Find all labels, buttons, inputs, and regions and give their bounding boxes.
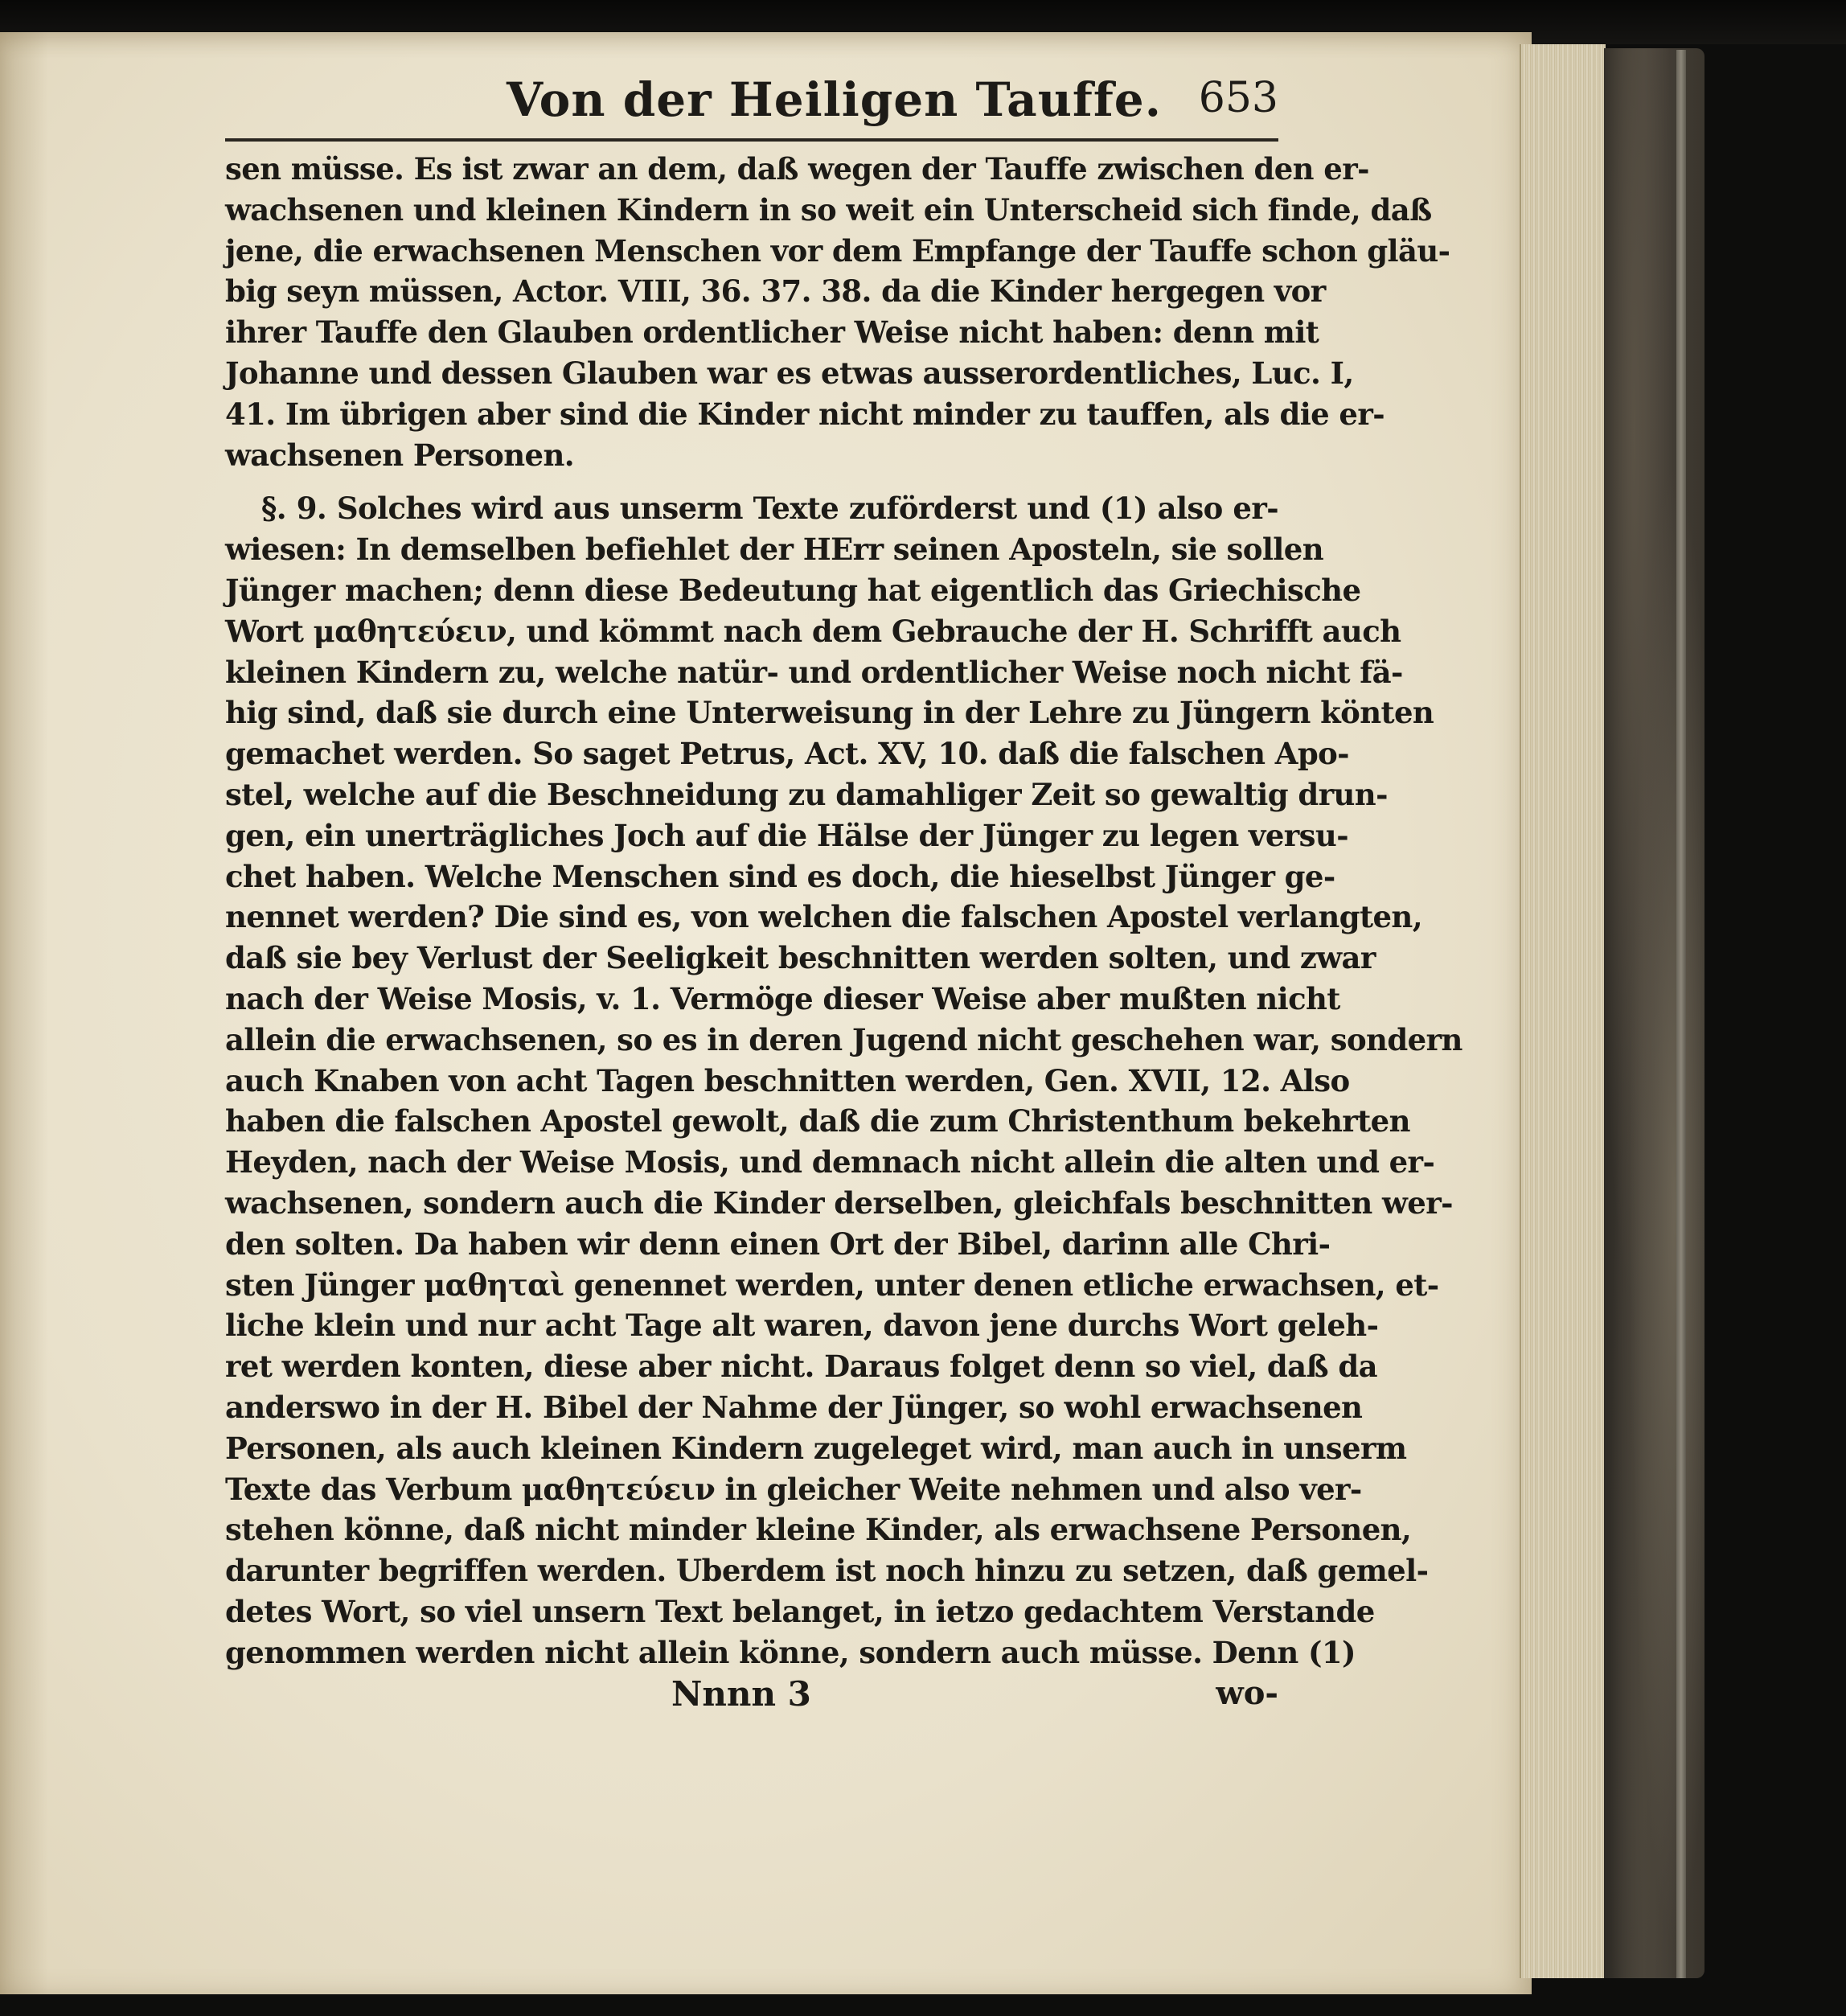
text-line: wachsenen und kleinen Kindern in so weit ein Unterscheid sich finde, daß — [225, 191, 1432, 228]
body-text — [225, 149, 1462, 1673]
text-line: nach der Weise Mosis, v. 1. Vermöge dieser Weise aber mußten nicht — [225, 980, 1340, 1016]
text-line: haben die falschen Apostel gewolt, daß die zum Christenthum bekehrten — [225, 1103, 1410, 1139]
text-line: wachsenen, sondern auch die Kinder derselben, gleichfals beschnitten wer- — [225, 1185, 1453, 1221]
signature-mark: Nnnn 3 — [671, 1674, 811, 1714]
text-line: darunter begriffen werden. Uberdem ist noch hinzu zu setzen, daß gemel- — [225, 1553, 1429, 1589]
running-title: Von der Heiligen Tauffe. — [507, 72, 1162, 127]
text-line: jene, die erwachsenen Menschen vor dem Empfange der Tauffe schon gläu- — [225, 232, 1450, 269]
text-line: detes Wort, so viel unsern Text belanget, in ietzo gedachtem Verstande — [225, 1593, 1375, 1629]
text-line: wiesen: In demselben befiehlet der HErr seinen Aposteln, sie sollen — [225, 532, 1323, 568]
text-line: §. 9. Solches wird aus unserm Texte zuförderst und (1) also er- — [261, 491, 1278, 527]
page-edges — [1520, 44, 1606, 1978]
text-line: Johanne und dessen Glauben war es etwas ausserordentliches, Luc. I, — [225, 355, 1354, 391]
text-line: genommen werden nicht allein könne, sondern auch müsse. Denn (1) — [225, 1634, 1356, 1670]
header-rule — [225, 138, 1278, 142]
text-line: ihrer Tauffe den Glauben ordentlicher Weise nicht haben: denn mit — [225, 314, 1319, 351]
text-line: chet haben. Welche Menschen sind es doch, die hieselbst Jünger ge- — [225, 858, 1335, 894]
text-line: ret werden konten, diese aber nicht. Daraus folget denn so viel, daß da — [225, 1349, 1377, 1385]
text-line: anderswo in der H. Bibel der Nahme der Jünger, so wohl erwachsenen — [225, 1389, 1363, 1425]
text-line: wachsenen Personen. — [225, 437, 575, 473]
text-line: 41. Im übrigen aber sind die Kinder nicht minder zu tauffen, als die er- — [225, 396, 1384, 432]
page-number: 653 — [1198, 74, 1278, 122]
text-line: hig sind, daß sie durch eine Unterweisung in der Lehre zu Jüngern könten — [225, 695, 1434, 731]
page-footer — [225, 1674, 1278, 1722]
text-line: kleinen Kindern zu, welche natür- und ordentlicher Weise noch nicht fä- — [225, 654, 1403, 690]
text-line: stel, welche auf die Beschneidung zu damahliger Zeit so gewaltig drun- — [225, 776, 1388, 812]
book-cover-marbled — [1604, 48, 1704, 1978]
text-line: Jünger machen; denn diese Bedeutung hat eigentlich das Griechische — [225, 572, 1361, 608]
text-line: nennet werden? Die sind es, von welchen die falschen Apostel verlangten, — [225, 899, 1422, 935]
catchword: wo- — [1216, 1674, 1278, 1712]
text-line: gemachet werden. So saget Petrus, Act. XV, 10. daß die falschen Apo- — [225, 736, 1349, 772]
text-line: gen, ein unerträgliches Joch auf die Hälse der Jünger zu legen versu- — [225, 817, 1348, 853]
page-header — [225, 72, 1278, 137]
text-line: Wort μαθητεύειν, und kömmt nach dem Gebrauche der H. Schrifft auch — [225, 613, 1401, 649]
paragraph-gap — [225, 475, 1278, 488]
text-line: sen müsse. Es ist zwar an dem, daß wegen der Tauffe zwischen den er- — [225, 151, 1369, 187]
text-line: Personen, als auch kleinen Kindern zugeleget wird, man auch in unserm — [225, 1430, 1407, 1466]
text-line: auch Knaben von acht Tagen beschnitten werden, Gen. XVII, 12. Also — [225, 1062, 1350, 1098]
text-line: sten Jünger μαθηταὶ genennet werden, unter denen etliche erwachsen, et- — [225, 1267, 1439, 1303]
text-line: stehen könne, daß nicht minder kleine Kinder, als erwachsene Personen, — [225, 1512, 1412, 1548]
book-cover-edge — [1676, 50, 1686, 1978]
text-line: den solten. Da haben wir denn einen Ort der Bibel, darinn alle Chri- — [225, 1226, 1331, 1262]
page-gutter-shadow — [0, 32, 48, 1994]
text-line: daß sie bey Verlust der Seeligkeit beschnitten werden solten, und zwar — [225, 940, 1376, 976]
text-line: Heyden, nach der Weise Mosis, und demnach nicht allein die alten und er- — [225, 1144, 1435, 1180]
text-line: allein die erwachsenen, so es in deren Jugend nicht geschehen war, sondern — [225, 1021, 1462, 1057]
text-line: liche klein und nur acht Tage alt waren, davon jene durchs Wort geleh- — [225, 1308, 1379, 1344]
text-line: Texte das Verbum μαθητεύειν in gleicher Weite nehmen und also ver- — [225, 1471, 1362, 1507]
text-line: big seyn müssen, Actor. VIII, 36. 37. 38. da die Kinder hergegen vor — [225, 273, 1326, 310]
